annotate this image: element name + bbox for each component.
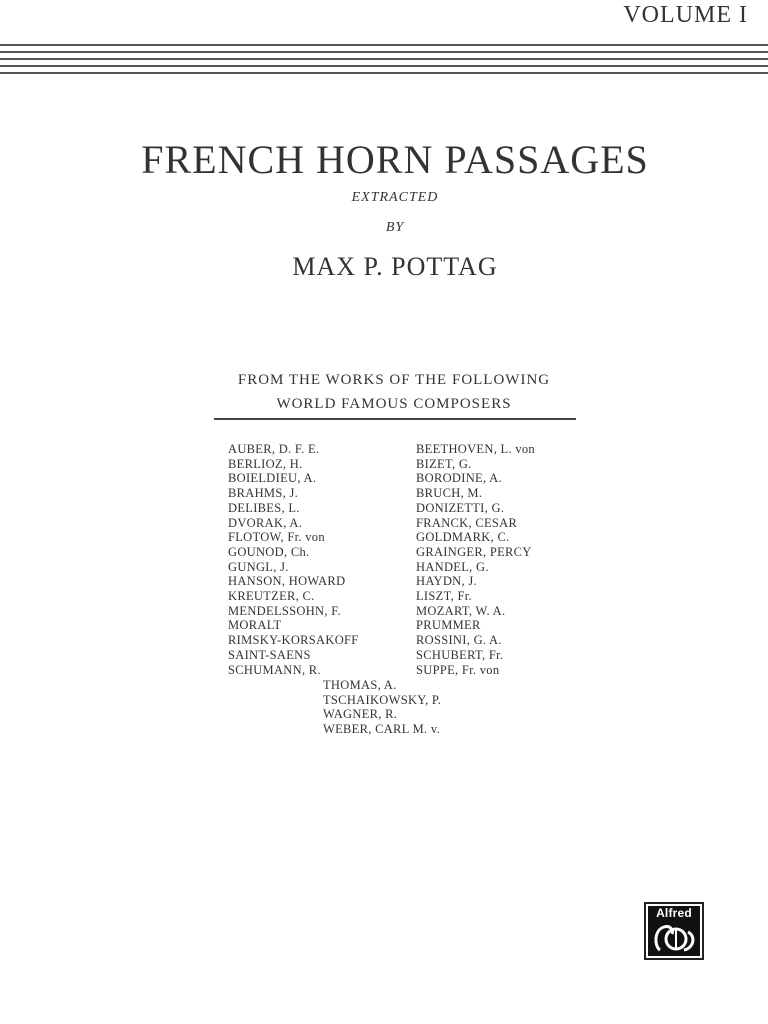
author-name: MAX P. POTTAG <box>292 252 498 281</box>
composer-name: SAINT-SAENS <box>228 647 311 662</box>
composer-name: FLOTOW, Fr. von <box>228 530 325 545</box>
composer-name: PRUMMER <box>416 618 481 633</box>
staff-line <box>0 58 768 60</box>
composer-name: ROSSINI, G. A. <box>416 633 502 648</box>
composer-name: DVORAK, A. <box>228 515 303 530</box>
composer-name: SCHUBERT, Fr. <box>416 647 504 662</box>
intro-line-1: FROM THE WORKS OF THE FOLLOWING <box>237 372 551 388</box>
composer-name: TSCHAIKOWSKY, P. <box>323 692 442 707</box>
alfred-logo <box>644 902 704 960</box>
composer-name: BIZET, G. <box>416 456 472 471</box>
composer-name: DONIZETTI, G. <box>416 500 505 515</box>
intro-divider <box>214 418 576 420</box>
composer-name: GRAINGER, PERCY <box>416 544 532 559</box>
page-title: FRENCH HORN PASSAGES <box>141 137 649 182</box>
staff-line <box>0 65 768 67</box>
composer-name: WEBER, CARL M. v. <box>323 722 441 737</box>
logo-text: Alfred <box>656 906 692 920</box>
composers-intro <box>212 368 576 416</box>
composer-name: SCHUMANN, R. <box>228 662 321 677</box>
composer-name: BORODINE, A. <box>416 471 502 486</box>
composer-name: LISZT, Fr. <box>416 589 472 604</box>
composer-name: FRANCK, CESAR <box>416 515 518 530</box>
composer-name: GOLDMARK, C. <box>416 530 510 545</box>
composer-name: KREUTZER, C. <box>228 589 315 604</box>
composer-name: BERLIOZ, H. <box>228 456 303 471</box>
composer-list-right <box>416 442 535 677</box>
composer-name: HANDEL, G. <box>416 559 489 574</box>
composer-name: MENDELSSOHN, F. <box>228 603 341 618</box>
intro-line-2: WORLD FAMOUS COMPOSERS <box>276 396 512 412</box>
composer-name: BRUCH, M. <box>416 486 483 501</box>
volume-label: VOLUME I <box>623 2 748 28</box>
composer-name: WAGNER, R. <box>323 707 398 722</box>
extracted-label: EXTRACTED <box>351 190 439 205</box>
composer-name: MOZART, W. A. <box>416 603 506 618</box>
composer-name: BRAHMS, J. <box>228 486 299 501</box>
composer-list-bottom <box>323 678 441 737</box>
composer-name: MORALT <box>228 618 282 633</box>
composer-name: BEETHOVEN, L. von <box>416 442 535 456</box>
alfred-logo-icon <box>650 922 698 954</box>
by-label: BY <box>385 220 405 235</box>
composer-name: RIMSKY-KORSAKOFF <box>228 633 359 648</box>
composer-name: BOIELDIEU, A. <box>228 471 317 486</box>
composer-list-left <box>228 442 359 677</box>
composer-name: HAYDN, J. <box>416 574 477 589</box>
music-staff-decoration <box>0 44 768 76</box>
staff-line <box>0 51 768 53</box>
composer-name: DELIBES, L. <box>228 500 300 515</box>
composer-name: AUBER, D. F. E. <box>228 442 320 456</box>
composer-name: THOMAS, A. <box>323 678 397 692</box>
composer-name: SUPPE, Fr. von <box>416 662 500 677</box>
composer-name: GOUNOD, Ch. <box>228 544 310 559</box>
composer-name: GUNGL, J. <box>228 559 289 574</box>
staff-line <box>0 72 768 74</box>
composer-name: HANSON, HOWARD <box>228 574 346 589</box>
staff-line <box>0 44 768 46</box>
